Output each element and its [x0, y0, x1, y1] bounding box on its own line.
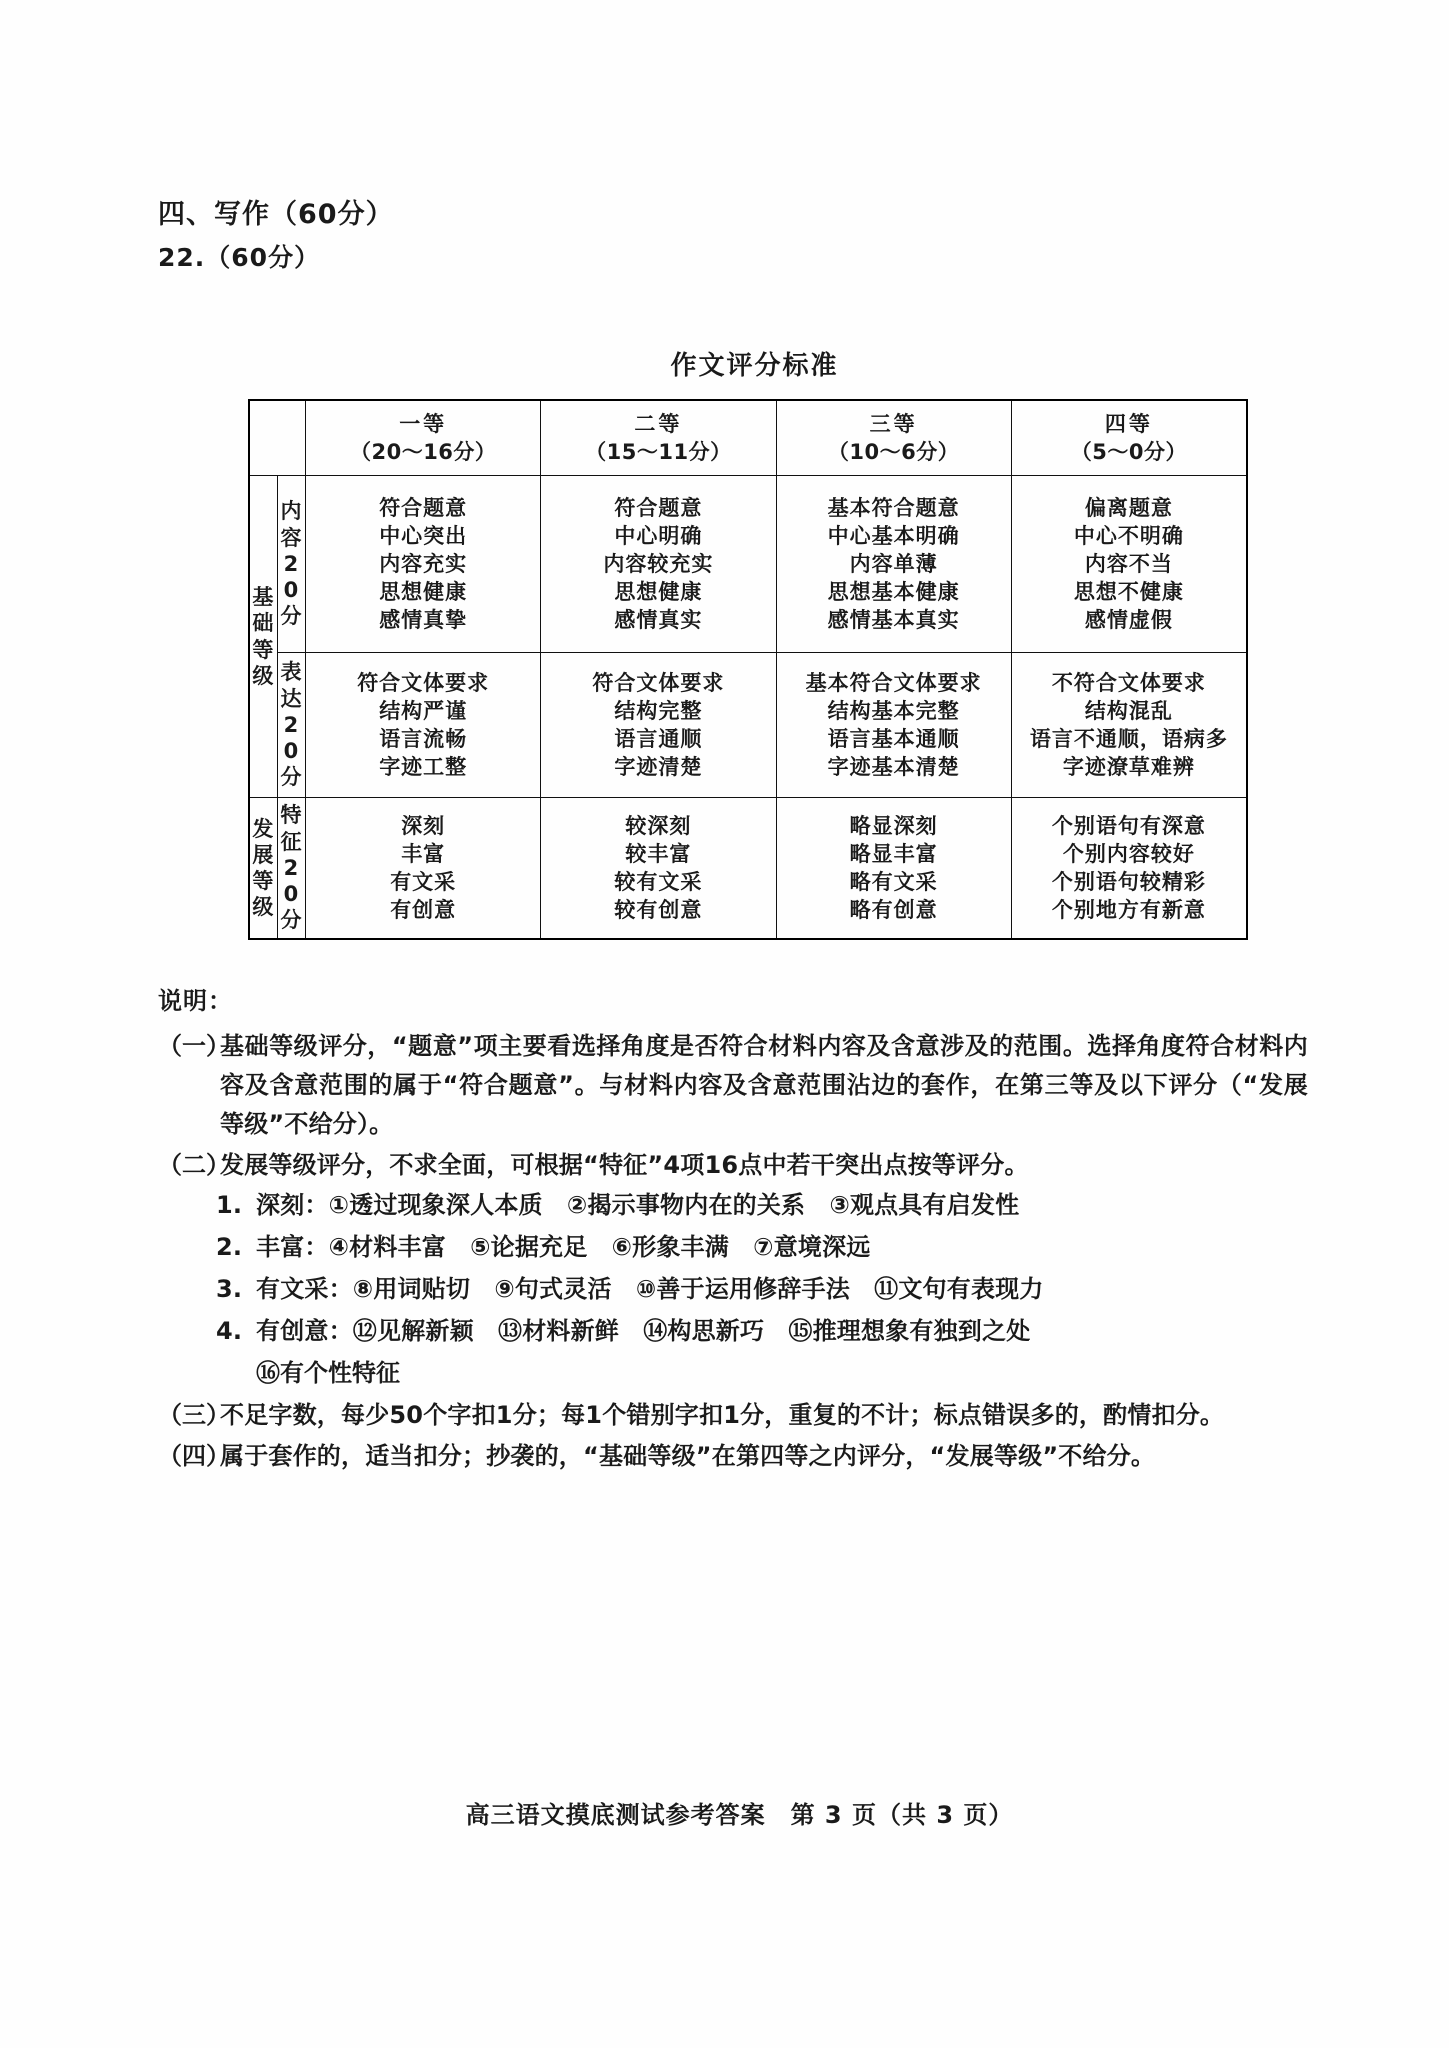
note-marker: （二） [158, 1150, 230, 1179]
column-header-range: （20～16分） [349, 440, 497, 464]
cell-criterion: 丰富 [401, 841, 446, 866]
cell-criterion: 中心突出 [379, 523, 468, 548]
cell-criterion: 基本符合文体要求 [805, 670, 982, 695]
column-header-name: 二等 [634, 411, 683, 436]
column-header-range: （5～0分） [1070, 440, 1187, 464]
row-group-label [249, 476, 277, 798]
explanation-lead: 说明： [158, 987, 233, 1015]
section-heading: 四、写作（60分） [158, 199, 394, 230]
cell-criterion: 思想健康 [614, 580, 703, 605]
row-sub-label [277, 476, 305, 653]
cell-criterion: 深刻 [401, 813, 446, 838]
cell-criterion: 内容单薄 [849, 551, 938, 576]
table-cell [306, 476, 541, 653]
note-sub-marker: 3. [216, 1275, 243, 1304]
row-group-label-text: 发展等级 [252, 816, 275, 920]
page-footer: 高三语文摸底测试参考答案 第 3 页（共 3 页） [465, 1801, 1014, 1829]
note-sub-item [216, 1312, 1308, 1351]
explanation-block [158, 982, 1308, 1478]
note-body: 属于套作的，适当扣分；抄袭的，“基础等级”在第四等之内评分，“发展等级”不给分。 [220, 1441, 1156, 1470]
note-body: 基础等级评分，“题意”项主要看选择角度是否符合材料内容及含意涉及的范围。选择角度符合材料内容及含意范围的属于“符合题意”。与材料内容及含意范围沾边的套作，在第三等及以下评分（“发展等级”不给分）。 [220, 1031, 1308, 1138]
table-cell [541, 476, 776, 653]
cell-criterion: 中心不明确 [1073, 523, 1184, 548]
note-sub-body: 有文采：⑧用词贴切 ⑨句式灵活 ⑩善于运用修辞手法 ⑪文句有表现力 [256, 1275, 1044, 1304]
cell-criterion: 基本符合题意 [827, 495, 960, 520]
row-sub-label [277, 653, 305, 798]
row-sub-label-text: 内容20分 [280, 499, 303, 629]
column-header-level-4 [1011, 400, 1247, 476]
cell-criterion: 个别语句有深意 [1051, 813, 1206, 838]
cell-criterion: 有创意 [390, 898, 457, 923]
column-header-range: （15～11分） [585, 440, 732, 464]
note-sub-item [216, 1186, 1308, 1225]
cell-criterion: 感情真挚 [379, 608, 468, 633]
cell-criterion: 较有创意 [614, 898, 703, 923]
note-sub-marker: 4. [216, 1317, 243, 1345]
cell-criterion: 略有文采 [849, 870, 938, 894]
cell-criterion: 结构基本完整 [827, 698, 960, 723]
cell-criterion: 偏离题意 [1084, 495, 1173, 520]
cell-criterion: 个别内容较好 [1062, 841, 1195, 866]
row-group-label [249, 798, 277, 940]
cell-criterion: 结构混乱 [1084, 698, 1173, 723]
column-header-level-3 [776, 400, 1011, 476]
row-sub-label-text: 特征20分 [280, 803, 303, 933]
cell-criterion: 略有创意 [849, 898, 938, 923]
row-sub-label [277, 798, 305, 940]
cell-criterion: 有文采 [390, 870, 457, 894]
cell-criterion: 符合题意 [614, 495, 703, 520]
table-cell [1011, 653, 1247, 798]
note-sub-item [216, 1228, 1308, 1267]
cell-criterion: 内容充实 [379, 551, 468, 576]
cell-criterion: 感情基本真实 [827, 608, 960, 633]
table-cell [306, 798, 541, 940]
explanation-note [158, 1027, 1308, 1144]
note-body: 不足字数，每少50个字扣1分；每1个错别字扣1分，重复的不计；标点错误多的，酌情扣分。 [220, 1400, 1225, 1429]
table-cell [776, 476, 1011, 653]
table-cell [306, 653, 541, 798]
column-header-level-2 [541, 400, 776, 476]
question-number: 22.（60分） [158, 243, 321, 272]
table-corner-cell [249, 400, 306, 476]
table-cell [1011, 476, 1247, 653]
note-sub-list [216, 1186, 1308, 1392]
note-sub-item [216, 1270, 1308, 1309]
table-cell [776, 798, 1011, 940]
cell-criterion: 内容不当 [1084, 551, 1173, 576]
cell-criterion: 感情真实 [614, 608, 703, 633]
cell-criterion: 较丰富 [625, 841, 692, 866]
note-sub-continuation: ⑯有个性特征 [256, 1358, 400, 1387]
column-header-name: 四等 [1104, 411, 1153, 436]
note-sub-body: 深刻：①透过现象深人本质 ②揭示事物内在的关系 ③观点具有启发性 [256, 1191, 1020, 1220]
note-sub-body: 有创意：⑫见解新颖 ⑬材料新鲜 ⑭构思新巧 ⑮推理想象有独到之处 [256, 1317, 1031, 1345]
cell-criterion: 字迹潦草难辨 [1062, 755, 1195, 780]
cell-criterion: 符合文体要求 [592, 670, 725, 695]
cell-criterion: 结构严谨 [379, 698, 468, 723]
cell-criterion: 略显深刻 [849, 813, 938, 838]
table-cell [541, 798, 776, 940]
cell-criterion: 语言流畅 [379, 727, 468, 751]
explanation-notes [158, 1027, 1308, 1476]
cell-criterion: 字迹清楚 [614, 755, 703, 780]
cell-criterion: 中心基本明确 [827, 523, 960, 548]
cell-criterion: 字迹基本清楚 [827, 755, 960, 780]
note-marker: （三） [158, 1400, 230, 1429]
cell-criterion: 思想基本健康 [827, 580, 960, 605]
note-body: 发展等级评分，不求全面，可根据“特征”4项16点中若干突出点按等评分。 [220, 1150, 1029, 1179]
note-marker: （一） [158, 1031, 230, 1060]
explanation-note [158, 1146, 1308, 1185]
column-header-name: 一等 [399, 411, 448, 436]
column-header-range: （10～6分） [827, 440, 960, 464]
explanation-note [158, 1437, 1308, 1476]
cell-criterion: 思想健康 [379, 580, 468, 605]
column-header-level-1 [306, 400, 541, 476]
cell-criterion: 语言基本通顺 [827, 727, 960, 751]
grading-table [248, 399, 1248, 940]
cell-criterion: 结构完整 [614, 698, 703, 723]
table-row [249, 798, 1247, 940]
note-sub-marker: 1. [216, 1191, 243, 1220]
explanation-note [158, 1396, 1308, 1435]
cell-criterion: 较深刻 [625, 813, 692, 838]
table-header-row [249, 400, 1247, 476]
row-group-label-text: 基础等级 [252, 585, 275, 688]
table-cell [1011, 798, 1247, 940]
note-sub-marker: 2. [216, 1233, 243, 1262]
table-cell [541, 653, 776, 798]
table-cell [776, 653, 1011, 798]
cell-criterion: 略显丰富 [849, 841, 938, 866]
cell-criterion: 不符合文体要求 [1051, 670, 1206, 695]
note-sub-body: 丰富：④材料丰富 ⑤论据充足 ⑥形象丰满 ⑦意境深远 [256, 1233, 871, 1262]
row-sub-label-text: 表达20分 [280, 660, 303, 790]
cell-criterion: 较有文采 [614, 870, 703, 894]
cell-criterion: 语言不通顺，语病多 [1029, 727, 1228, 751]
cell-criterion: 个别语句较精彩 [1051, 870, 1206, 894]
note-marker: （四） [158, 1441, 230, 1470]
cell-criterion: 内容较充实 [603, 551, 714, 576]
cell-criterion: 符合题意 [379, 495, 468, 520]
cell-criterion: 语言通顺 [614, 727, 703, 751]
grading-table-container [248, 399, 1248, 940]
column-header-name: 三等 [869, 411, 918, 436]
cell-criterion: 中心明确 [614, 523, 703, 548]
table-row [249, 653, 1247, 798]
cell-criterion: 个别地方有新意 [1051, 898, 1206, 923]
table-row [249, 476, 1247, 653]
cell-criterion: 思想不健康 [1073, 580, 1184, 605]
cell-criterion: 感情虚假 [1084, 608, 1173, 633]
cell-criterion: 字迹工整 [379, 755, 468, 780]
table-caption: 作文评分标准 [670, 351, 839, 381]
cell-criterion: 符合文体要求 [357, 670, 490, 695]
